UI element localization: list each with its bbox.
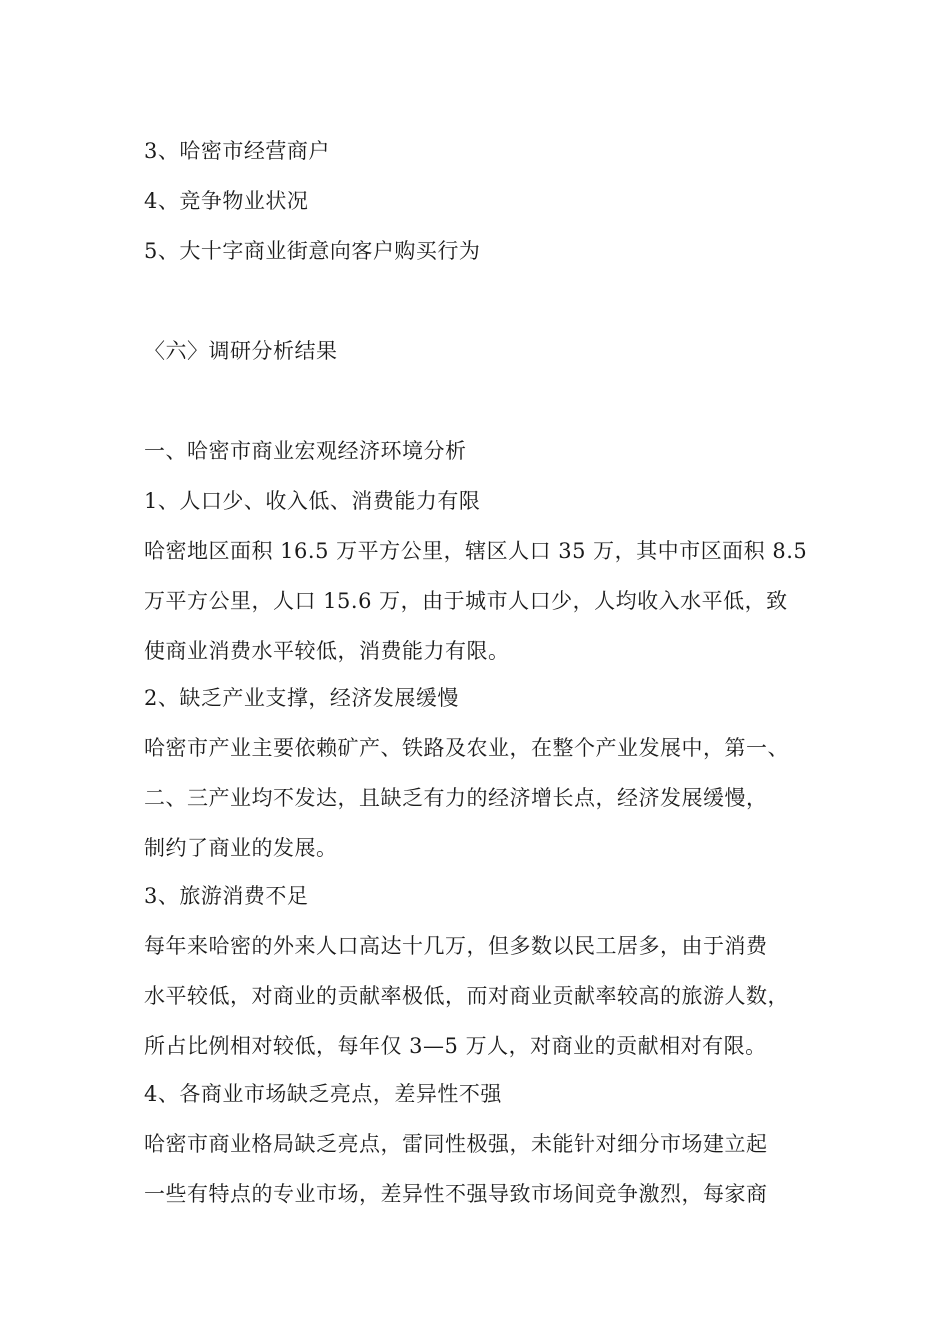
section-heading: 〈六〉调研分析结果 — [144, 339, 338, 363]
paragraph-line: 万平方公里，人口 15.6 万，由于城市人口少，人均收入水平低，致 — [144, 589, 788, 613]
chapter-heading: 一、哈密市商业宏观经济环境分析 — [144, 439, 467, 463]
paragraph-line: 哈密市商业格局缺乏亮点，雷同性极强，未能针对细分市场建立起 — [144, 1132, 768, 1156]
subsection-heading: 3、旅游消费不足 — [144, 884, 309, 908]
list-item: 4、竞争物业状况 — [144, 189, 309, 213]
paragraph-line: 哈密市产业主要依赖矿产、铁路及农业，在整个产业发展中，第一、 — [144, 736, 789, 760]
list-item: 3、哈密市经营商户 — [144, 139, 330, 163]
paragraph-line: 一些有特点的专业市场，差异性不强导致市场间竞争激烈，每家商 — [144, 1182, 768, 1206]
subsection-heading: 2、缺乏产业支撑，经济发展缓慢 — [144, 686, 459, 710]
subsection-heading: 4、各商业市场缺乏亮点，差异性不强 — [144, 1082, 502, 1106]
paragraph-line: 哈密地区面积 16.5 万平方公里，辖区人口 35 万，其中市区面积 8.5 — [144, 539, 808, 563]
list-item: 5、大十字商业街意向客户购买行为 — [144, 239, 481, 263]
paragraph-line: 二、三产业均不发达，且缺乏有力的经济增长点，经济发展缓慢， — [144, 786, 768, 810]
paragraph-line: 所占比例相对较低，每年仅 3—5 万人，对商业的贡献相对有限。 — [144, 1034, 767, 1058]
paragraph-line: 制约了商业的发展。 — [144, 836, 338, 860]
paragraph-line: 使商业消费水平较低，消费能力有限。 — [144, 639, 510, 663]
subsection-heading: 1、人口少、收入低、消费能力有限 — [144, 489, 481, 513]
paragraph-line: 每年来哈密的外来人口高达十几万，但多数以民工居多，由于消费 — [144, 934, 768, 958]
paragraph-line: 水平较低，对商业的贡献率极低，而对商业贡献率较高的旅游人数， — [144, 984, 789, 1008]
